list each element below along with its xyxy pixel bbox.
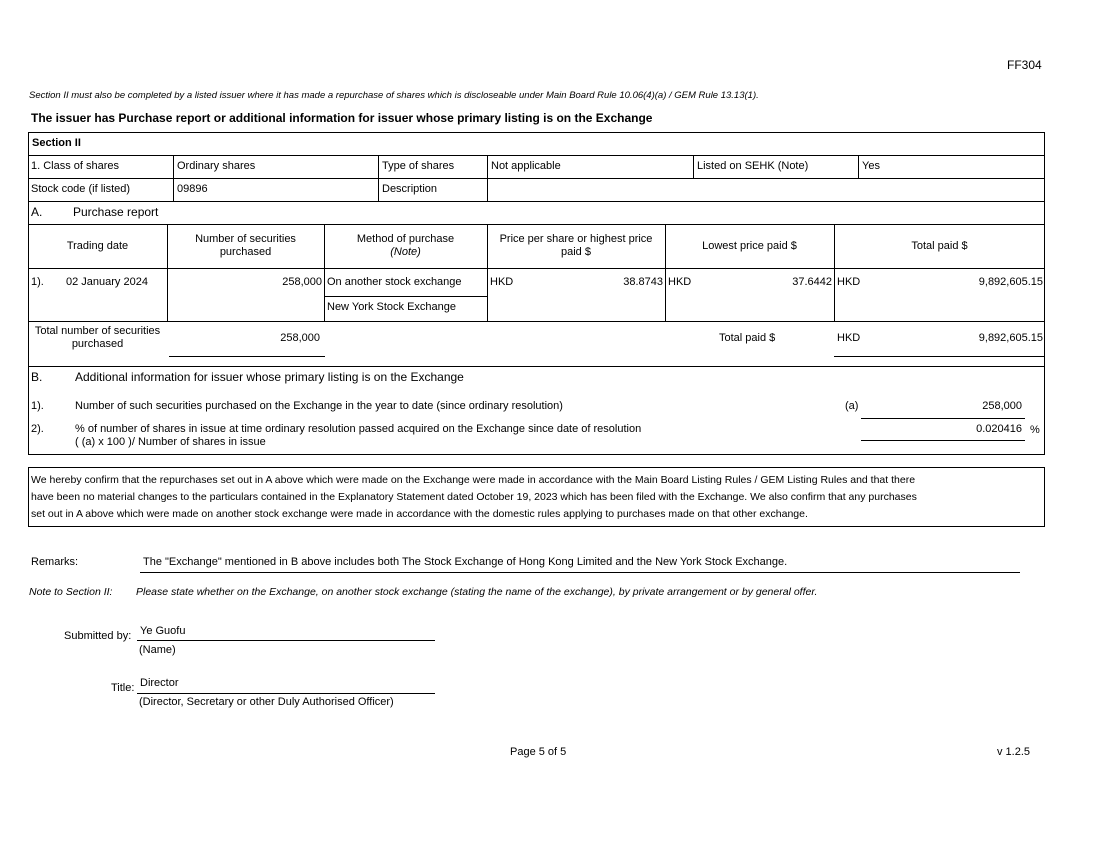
header-trading-date: Trading date	[66, 240, 129, 252]
row-total-paid: 9,892,605.15	[978, 276, 1043, 288]
listed-on-sehk-value: Yes	[862, 160, 880, 172]
name-caption: (Name)	[139, 644, 176, 656]
section-a-letter: A.	[31, 205, 43, 219]
class-of-shares-label: 1. Class of shares	[31, 160, 120, 172]
section-a-title: Purchase report	[73, 205, 159, 219]
type-of-shares-label: Type of shares	[382, 160, 455, 172]
row-price-currency: HKD	[490, 276, 514, 288]
type-of-shares-value: Not applicable	[491, 160, 561, 172]
title-caption: (Director, Secretary or other Duly Authorised Officer)	[139, 696, 394, 708]
confirmation-line-2: have been no material changes to the particulars contained in the Explanatory Statement dated October 19, 2023 which has been filed with the Exchange. We also confirm that any purchases	[31, 491, 917, 503]
header-total-paid: Total paid $	[911, 240, 968, 252]
b-item1-marker: (a)	[845, 400, 859, 412]
b-item2-unit: %	[1030, 424, 1040, 436]
row-exchange-name: New York Stock Exchange	[327, 301, 457, 313]
description-label: Description	[382, 183, 438, 195]
section-b-title: Additional information for issuer whose primary listing is on the Exchange	[75, 370, 464, 384]
b-item2-formula: ( (a) x 100 )/ Number of shares in issue	[75, 436, 266, 448]
row-number-purchased: 258,000	[282, 276, 322, 288]
header-method-of-purchase: Method of purchase	[356, 233, 455, 245]
total-paid-value: 9,892,605.15	[978, 332, 1043, 344]
section-title: Section II	[32, 137, 81, 149]
row-lowest-currency: HKD	[668, 276, 692, 288]
row-method: On another stock exchange	[327, 276, 462, 288]
b-item2-text: % of number of shares in issue at time ordinary resolution passed acquired on the Exchange since date of resolution	[75, 423, 642, 435]
total-paid-label: Total paid $	[719, 332, 776, 344]
total-paid-currency: HKD	[837, 332, 861, 344]
stock-code-label: Stock code (if listed)	[31, 183, 131, 195]
section-heading: The issuer has Purchase report or additional information for issuer whose primary listing is on the Exchange	[31, 111, 653, 125]
remarks-label: Remarks:	[31, 556, 79, 568]
submitted-title: Director	[140, 677, 179, 689]
header-lowest-price: Lowest price paid $	[702, 240, 797, 252]
b-item1-text: Number of such securities purchased on the Exchange in the year to date (since ordinary resolution)	[75, 400, 563, 412]
page-number: Page 5 of 5	[510, 746, 567, 758]
header-method-note: (Note)	[390, 246, 421, 258]
header-price-per-share: Price per share or highest price paid $	[499, 233, 653, 258]
title-label: Title:	[111, 682, 135, 694]
b-item1-value: 258,000	[982, 400, 1022, 412]
form-code: FF304	[1007, 58, 1042, 72]
note-label: Note to Section II:	[29, 586, 113, 598]
row-total-currency: HKD	[837, 276, 861, 288]
total-number-value: 258,000	[280, 332, 320, 344]
note-text: Please state whether on the Exchange, on another stock exchange (stating the name of the exchange), by private arrangement or by general offer.	[136, 586, 818, 598]
remarks-text: The "Exchange" mentioned in B above includes both The Stock Exchange of Hong Kong Limited and the New York Stock Exchange.	[143, 556, 788, 568]
row-trading-date: 02 January 2024	[66, 276, 148, 288]
b-item2-index: 2).	[31, 423, 44, 435]
row-index: 1).	[31, 276, 44, 288]
confirmation-line-3: set out in A above which were made on another stock exchange were made in accordance with the domestic rules applying to purchases made on that other exchange.	[31, 508, 808, 520]
b-item1-index: 1).	[31, 400, 44, 412]
row-price: 38.8743	[623, 276, 663, 288]
confirmation-line-1: We hereby confirm that the repurchases set out in A above which were made on the Exchange were made in accordance with the Main Board Listing Rules / GEM Listing Rules and that there	[31, 474, 916, 486]
row-lowest-price: 37.6442	[792, 276, 832, 288]
total-number-label: Total number of securities purchased	[34, 325, 161, 350]
class-of-shares-value: Ordinary shares	[177, 160, 256, 172]
submitted-name: Ye Guofu	[140, 625, 186, 637]
section-instruction: Section II must also be completed by a listed issuer where it has made a repurchase of shares which is discloseable under Main Board Rule 10.06(4)(a) / GEM Rule 13.13(1).	[29, 90, 759, 101]
submitted-by-label: Submitted by:	[64, 630, 132, 642]
b-item2-value: 0.020416	[976, 423, 1022, 435]
form-version: v 1.2.5	[997, 746, 1031, 758]
header-number-of-securities: Number of securities purchased	[195, 233, 296, 258]
stock-code-value: 09896	[177, 183, 208, 195]
section-b-letter: B.	[31, 370, 43, 384]
listed-on-sehk-label: Listed on SEHK (Note)	[697, 160, 809, 172]
